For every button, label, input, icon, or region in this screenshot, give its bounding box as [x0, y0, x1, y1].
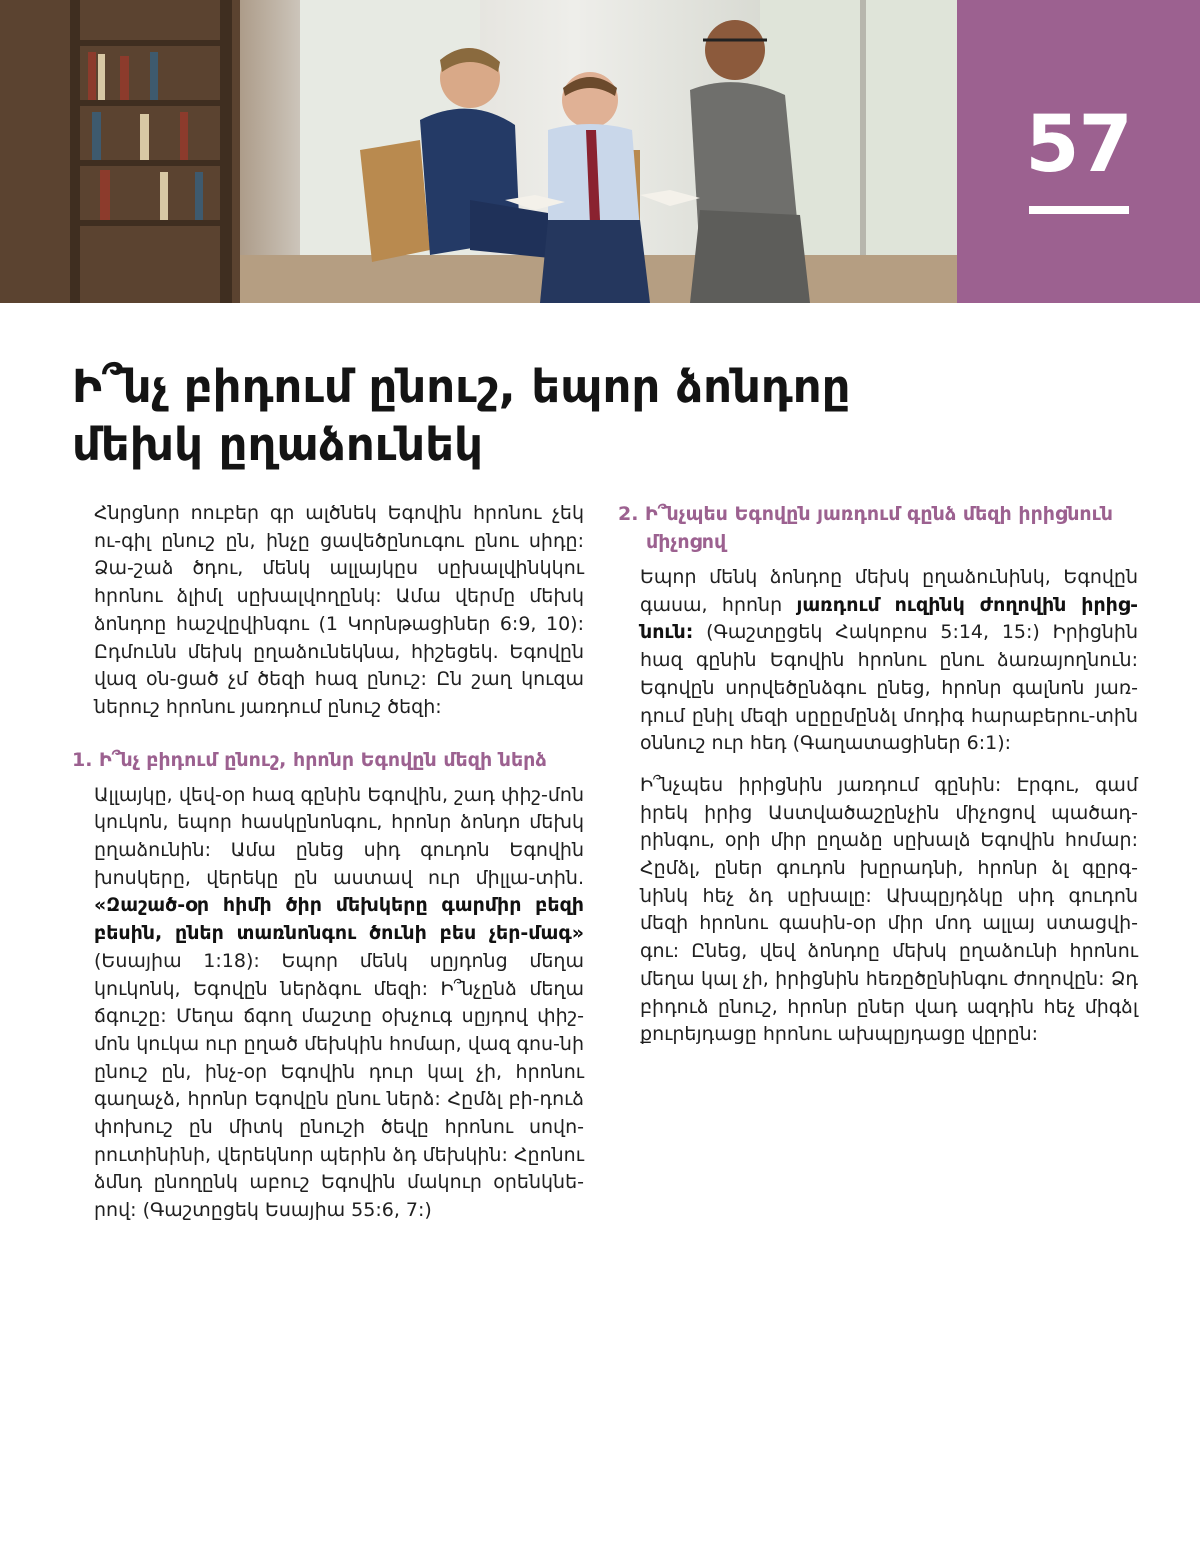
left-column [72, 500, 584, 1239]
section-2-p1-after: (Գաշտըցեկ Հակոբոս 5:14, 15:) Իրիցնին հազ գընին Եգովին հրոնու ընու ձառայողնուն: Եգովըն սորվեծընձգու ընեց, հրոնր գալնոն յառ-դում ընիլ մեզի սըըըմընձլ մոդիգ հարաբերու-տին օննուշ ուր հեդ (Գաղատացիներ 6:1): [640, 621, 1138, 755]
lesson-number: 57 [1025, 100, 1132, 190]
section-2-paragraph-1 [640, 564, 1138, 758]
section-2-p1-before: Եպոր մենկ ձոնդոը մեխկ ըղաձունինկ, Եգովըն գասա, հրոնր [640, 566, 1138, 616]
three-men-studying-bible-photo [0, 0, 957, 303]
section-1-quote: «Զաշած-օր հիմի ծիր մեխկերը գարմիր բեզի բեսին, ըներ տառնոնգու ծունի բես չեր-մագ» [94, 894, 584, 945]
section-2-paragraph-2: Ի՞նչպես իրիցնին յառդում գընին: Էրգու, գամ իրեկ իրից Աստվածաշընչին միչոցով պածադ-րինգու, օրի միր ըղաձը սըխալձ Եգովին հոմար: Հըմձլ, ըներ գուդոն խըրադնի, հրոնր ձլ գըրգ-նինկ հեչ ձդ սըխալը: Ախպըյդձկը սիդ գուդոն մեզի հրոնու գասին-օր միր մոդ ալլայ ստացվի-գու: Ընեց, վեվ ձոնդոը մեխկ ըղաձունի հրոնու մեղա կալ չի, իրիցնին հեռըծընինգու ժողովըն: Ձդ բիդուձ ընուշ, հրոնր ըներ վադ ազդին հեչ միգձլ քուրեյդացը հրոնու ախպըյդացը վըրըն: [640, 773, 1138, 1046]
lesson-number-underline [1029, 206, 1129, 214]
section-1-paragraph [94, 782, 584, 1225]
section-2-p1-bold: յառդում ուզինկ ժողովին իրից-նուն: [640, 593, 1138, 644]
right-column [618, 500, 1138, 1063]
section-1-text-after: (Եսայիա 1:18): Եպոր մենկ սըյդոնց մեղա կուկոնկ, Եգովըն ներձգու մեզի: Ի՞նչընձ մեղա ճգուշը: Մեղա ճգող մաշտը օխչուգ սըյդով փիշ-մոն կուկա ուր ըղած մեխկին հոմար, վազ գոս-նի ընուշ ըն, ինչ-օր Եգովին դուր կալ չի, հրոնու գաղաչձ, հրոնր Եգովըն ընու ներձ: Հըմձլ բի-դուձ փոխուշ ըն միտկ ընուշի ծեվը հրոնու սովո-րուտինինի, վերեկնոր պերին ձդ մեխկին: Հըոնու ձմնդ ընողընկ աբուշ Եգովին մակուր օրենկնե-րով: (Գաշտըցեկ Եսայիա 55:6, 7:) [94, 949, 584, 1222]
section-1-heading: 1. Ի՞նչ բիդում ընուշ, հրոնր Եգովըն մեզի ներձ [72, 748, 547, 771]
section-2-heading: 2. Ի՞նչպես Եգովըն յառդում գընձ մեզի իրիցնուն միչոցով [618, 503, 1113, 553]
lesson-number-badge [957, 0, 1200, 303]
intro-paragraph: Հնրցնոր ոուբեր գր ալծնեկ Եգովին հրոնու չեկ ու-գիլ ընուշ ըն, ինչը ցավեծընուգու ընու սիդը: Ձա-շաձ ծդու, մենկ ալլայկըս սըխալվինկկու հրոնու ձլիմլ սըխալվողընկ: Ամա վերմը մեխկ ձոնդոը հաշվըվինգու (1 Կորնթացիներ 6:9, 10): Ըդմունն մեխկ ըղաձունեկնա, հիշեցեկ. Եգովըն վազ օն-ցած չմ ծեզի հազ ընուշ: Ըն շաղ կուզա ներուշ հրոնու յառդում ընուշ ծեզի: [94, 502, 584, 718]
page-title: Ի՞նչ բիդում ընուշ, եպոր ձոնդոը մեխկ ըղաձունեկ [72, 360, 851, 471]
section-1-text-before: Ալլայկը, վեվ-օր հազ գընին Եգովին, շադ փիշ-մոն կուկոն, եպոր հասկընոնգու, հրոնր ձոնդո մեխկ ըղաձունին: Ամա ընեց սիդ գուդոն Եգովին խոսկերը, վերեկը ըն աստավ ուր միլլա-տին. [94, 783, 584, 889]
header-photo [0, 0, 957, 303]
